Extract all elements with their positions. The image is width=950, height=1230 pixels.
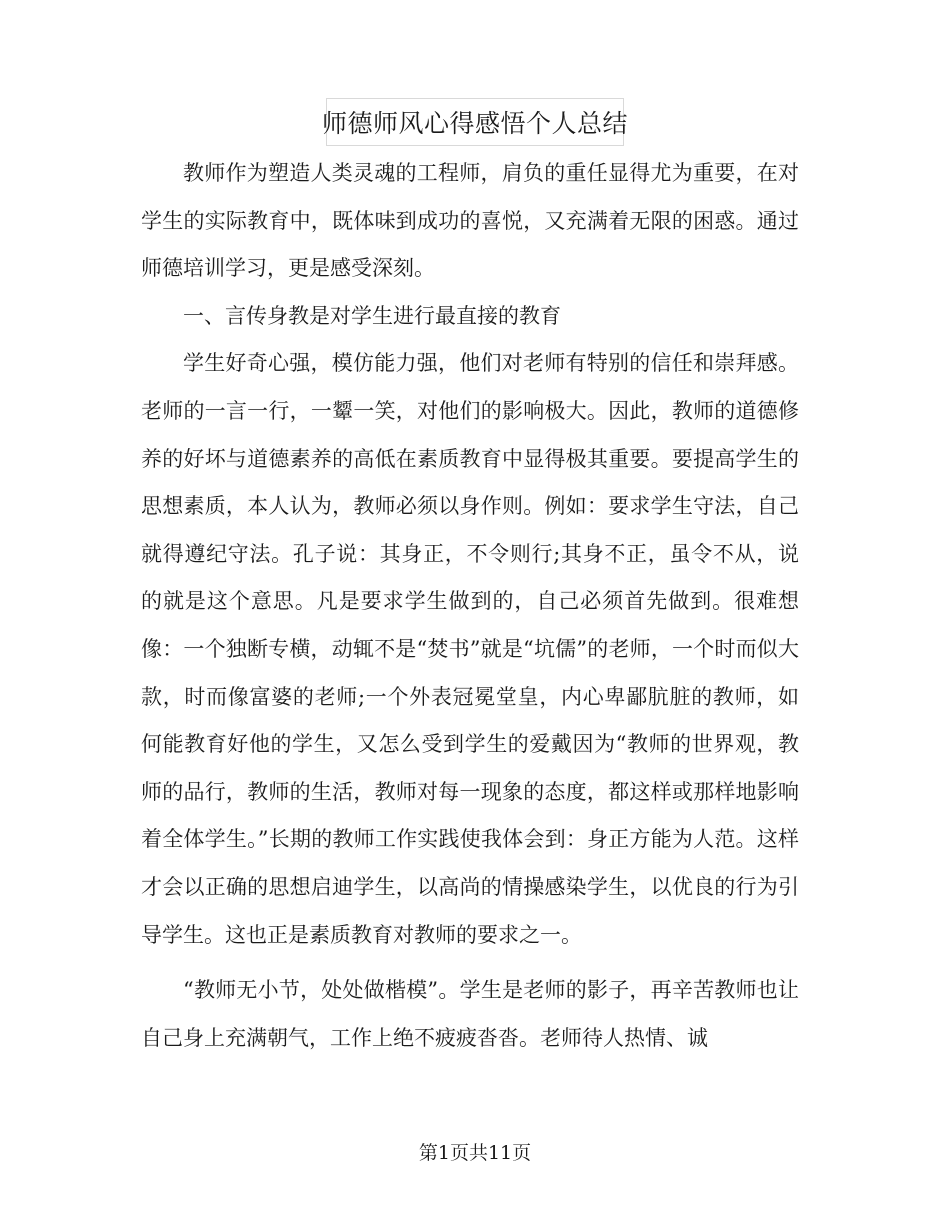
paragraph-continued: “教师无小节，处处做楷模”。学生是老师的影子，再辛苦教师也让自己身上充满朝气，工作上绝不疲疲沓沓。老师待人热情、诚	[141, 978, 799, 1050]
paragraph-main: 学生好奇心强，模仿能力强，他们对老师有特别的信任和崇拜感。老师的一言一行，一颦一笑，对他们的影响极大。因此，教师的道德修养的好坏与道德素养的高低在素质教育中显得极其重要。要提高学生的思想素质，本人认为，教师必须以身作则。例如：要求学生守法，自己就得遵纪守法。孔子说：其身正，不令则行;其身不正，虽令不从，说的就是这个意思。凡是要求学生做到的，自己必须首先做到。很难想像：一个独断专横，动辄不是“焚书”就是“坑儒”的老师，一个时而似大款，时而像富婆的老师;一个外表冠冕堂皇，内心卑鄙肮脏的教师，如何能教育好他的学生，又怎么受到学生的爱戴因为“教师的世界观，教师的品行，教师的生活，教师对每一现象的态度，都这样或那样地影响着全体学生。”长期的教师工作实践使我体会到：身正方能为人范。这样才会以正确的思想启迪学生，以高尚的情操感染学生，以优良的行为引导学生。这也正是素质教育对教师的要求之一。	[141, 351, 799, 947]
document-body	[141, 150, 799, 1062]
paragraph-intro: 教师作为塑造人类灵魂的工程师，肩负的重任显得尤为重要，在对学生的实际教育中，既体味到成功的喜悦，又充满着无限的困惑。通过师德培训学习，更是感受深刻。	[141, 161, 799, 281]
section-heading: 一、言传身教是对学生进行最直接的教育	[183, 303, 561, 328]
title-box	[322, 98, 629, 146]
page-footer: 第1页共11页	[418, 1142, 532, 1164]
page-title: 师德师风心得感悟个人总结	[322, 109, 629, 138]
